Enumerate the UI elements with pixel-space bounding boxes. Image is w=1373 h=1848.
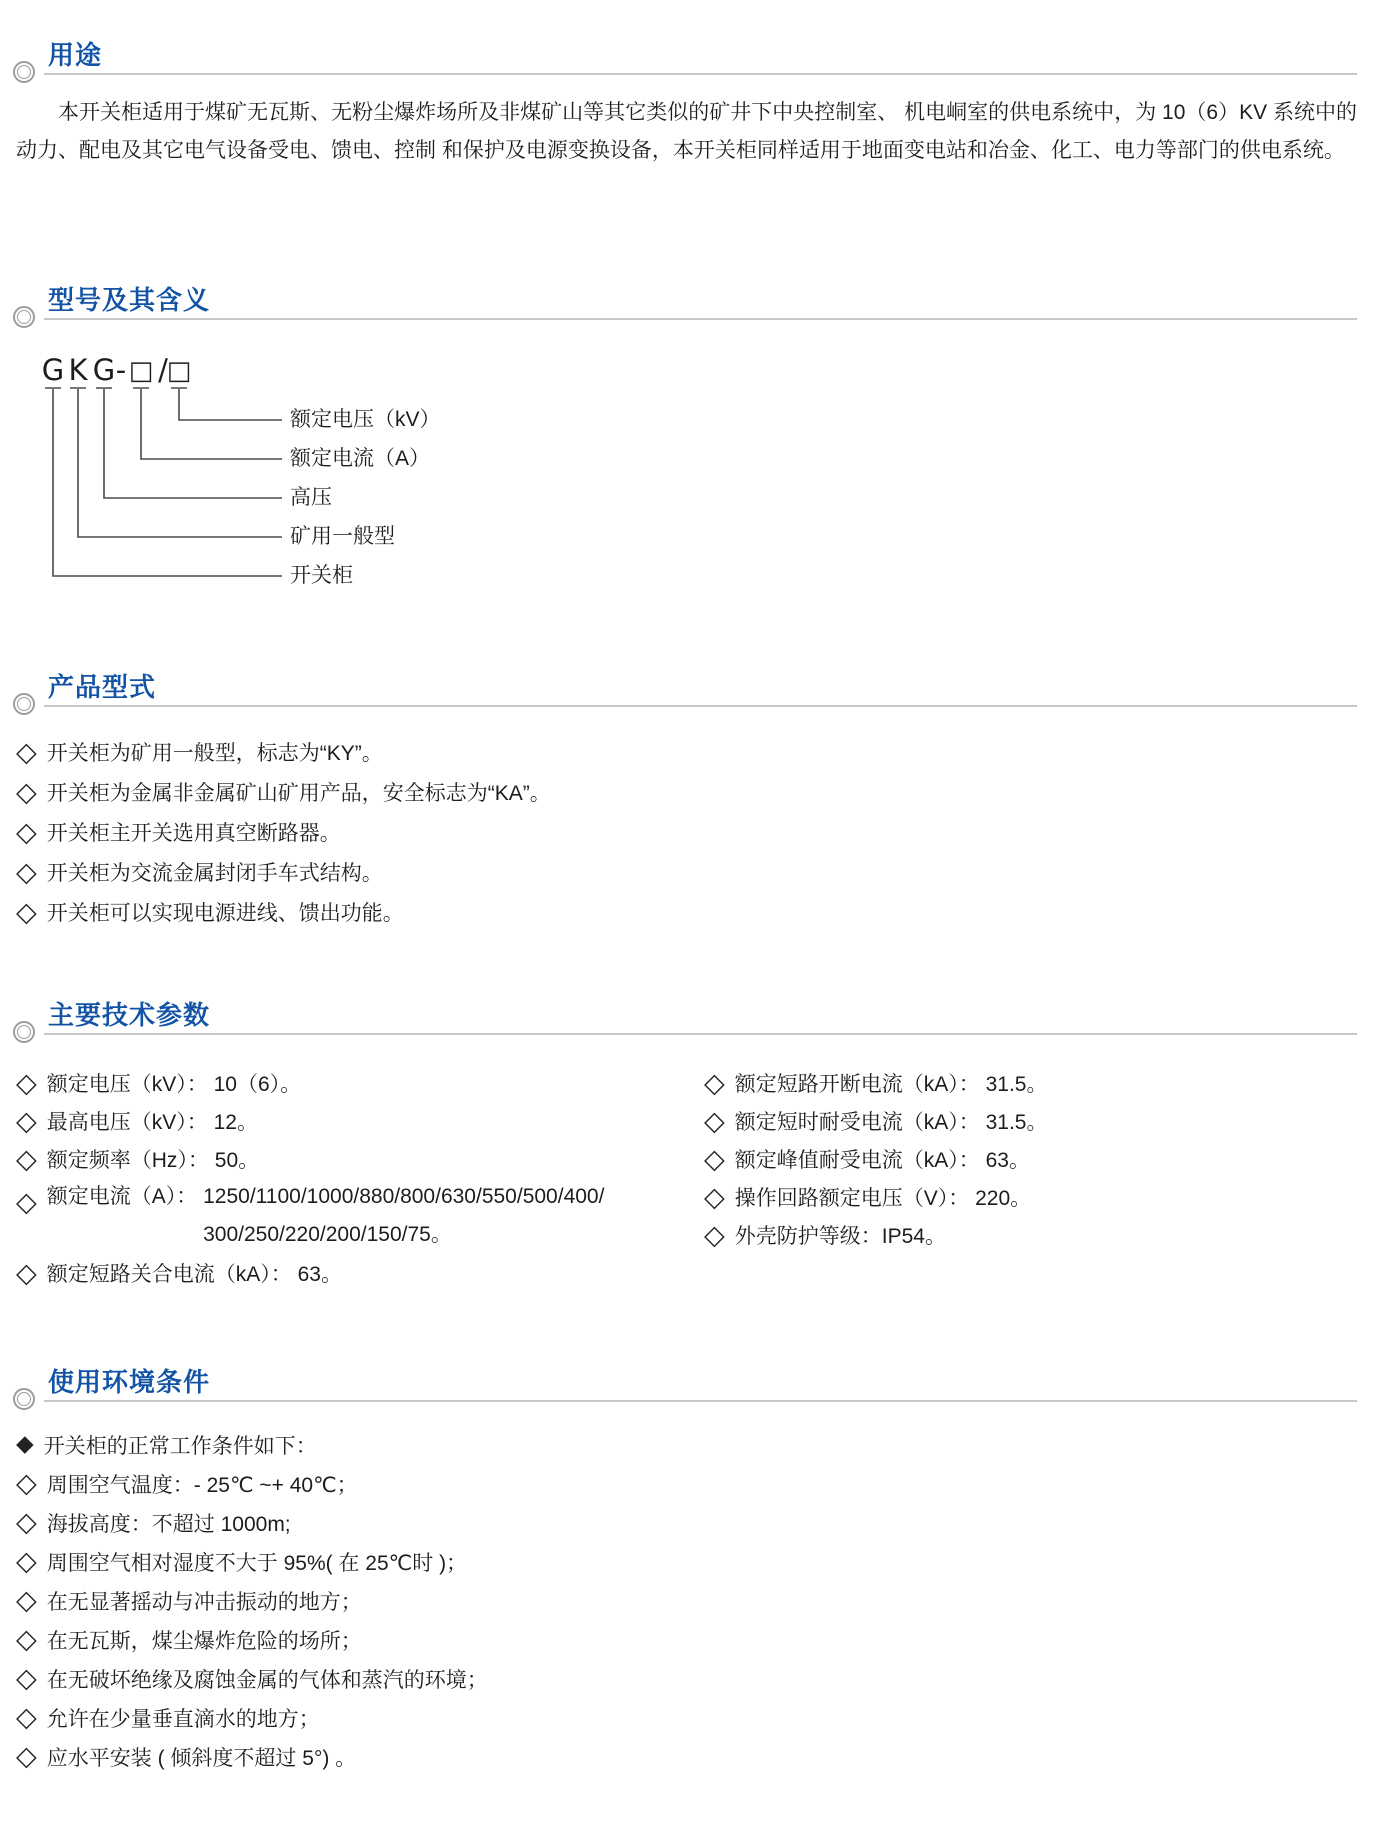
list-item-text: 开关柜的正常工作条件如下：: [43, 1434, 317, 1458]
diamond-icon: ◇: [16, 1143, 37, 1175]
list-item: [0, 812, 1373, 852]
list-item-text: 额定短路关合电流（kA）： 63。: [46, 1263, 342, 1286]
diamond-icon: ◇: [16, 776, 37, 808]
model-label-rated-voltage: 额定电压（kV）: [290, 408, 441, 431]
list-item-rated-current: [0, 1178, 688, 1254]
diamond-icon: ◇: [16, 1507, 37, 1538]
model-code-placeholder-box: □: [128, 356, 154, 386]
rated-current-values: [203, 1178, 604, 1254]
model-code-char: -: [115, 353, 127, 387]
model-code-char: G: [41, 353, 65, 387]
list-item-text: 在无显著摇动与冲击振动的地方；: [46, 1590, 362, 1614]
diamond-icon: ◇: [16, 1187, 37, 1218]
list-item-lead: [0, 1425, 1373, 1464]
rated-current-line2: 300/250/220/200/150/75。: [203, 1223, 452, 1246]
model-code-placeholder-box: □: [166, 356, 192, 386]
list-item-text: 额定电压（kV）： 10（6）。: [46, 1073, 302, 1096]
ring-bullet-icon: [13, 1388, 35, 1410]
product-type-list: [0, 732, 1373, 932]
diamond-icon: ◇: [16, 1067, 37, 1099]
tech-params-left-column: [0, 1064, 688, 1292]
diamond-icon: ◇: [704, 1143, 725, 1175]
diamond-icon: ◇: [16, 856, 37, 888]
list-item-text: 允许在少量垂直滴水的地方；: [46, 1707, 320, 1731]
diamond-icon: ◇: [16, 1468, 37, 1499]
ring-bullet-icon: [13, 61, 35, 83]
list-item: [688, 1102, 1373, 1140]
list-item-text: 在无破坏绝缘及腐蚀金属的气体和蒸汽的环境；: [46, 1668, 488, 1692]
list-item-text: 额定短时耐受电流（kA）： 31.5。: [734, 1111, 1048, 1134]
model-label-mine-general-type: 矿用一般型: [290, 525, 395, 548]
list-item: [0, 1542, 1373, 1581]
section-model-meaning: [0, 283, 1373, 595]
diamond-icon: ◇: [704, 1105, 725, 1137]
diamond-icon: ◇: [16, 1546, 37, 1577]
diamond-icon: ◇: [16, 1663, 37, 1694]
list-item-text: 开关柜为金属非金属矿山矿用产品，安全标志为“KA”。: [46, 782, 551, 805]
model-code-char: K: [68, 353, 88, 387]
list-item: [0, 772, 1373, 812]
section-header: [0, 670, 1373, 714]
section-tech-params: [0, 998, 1373, 1292]
list-item: [688, 1064, 1373, 1102]
list-item: [0, 732, 1373, 772]
section-header: [0, 998, 1373, 1042]
list-item-text: 开关柜为交流金属封闭手车式结构。: [46, 862, 383, 885]
diamond-icon: ◇: [16, 1585, 37, 1616]
list-item: [688, 1178, 1373, 1216]
section-header: [0, 1365, 1373, 1409]
section-rule: [44, 705, 1357, 707]
model-code-char: /: [158, 353, 168, 387]
list-item-text: 应水平安装 ( 倾斜度不超过 5°) 。: [46, 1746, 357, 1770]
section-rule: [44, 318, 1357, 320]
list-item-text: 开关柜为矿用一般型，标志为“KY”。: [46, 742, 383, 765]
section-header: [0, 38, 1373, 82]
section-title-tech-params: 主要技术参数: [48, 1000, 211, 1030]
model-code-diagram: [0, 355, 1373, 595]
section-rule: [44, 1400, 1357, 1402]
list-item: [0, 1581, 1373, 1620]
list-item-text: 周围空气温度：- 25℃ ~+ 40℃；: [46, 1473, 358, 1497]
diamond-icon: ◇: [16, 896, 37, 928]
section-title-environment: 使用环境条件: [48, 1367, 211, 1397]
diamond-filled-icon: ◆: [16, 1431, 34, 1457]
diamond-icon: ◇: [704, 1181, 725, 1213]
diamond-icon: ◇: [16, 1257, 37, 1289]
section-product-type: [0, 670, 1373, 932]
usage-paragraph: 本开关柜适用于煤矿无瓦斯、无粉尘爆炸场所及非煤矿山等其它类似的矿井下中央控制室、 机电峒室的供电系统中，为 10（6）KV 系统中的动力、配电及其它电气设备受电、馈电、控制 和保护及电源变换设备，本开关柜同样适用于地面变电站和冶金、化工、电力等部门的供电系统。: [16, 101, 1357, 162]
section-header: [0, 283, 1373, 327]
diamond-icon: ◇: [704, 1219, 725, 1251]
list-item: [0, 852, 1373, 892]
list-item: [688, 1140, 1373, 1178]
list-item: [0, 1254, 688, 1292]
section-rule: [44, 1033, 1357, 1035]
list-item-text: 最高电压（kV）： 12。: [46, 1111, 258, 1134]
list-item: [0, 1620, 1373, 1659]
list-item: [0, 1064, 688, 1102]
model-label-high-voltage: 高压: [290, 486, 332, 509]
ring-bullet-icon: [13, 1021, 35, 1043]
diamond-icon: ◇: [16, 816, 37, 848]
list-item-text: 在无瓦斯，煤尘爆炸危险的场所；: [46, 1629, 362, 1653]
model-diagram-lines: [0, 355, 700, 595]
rated-current-line1: 1250/1100/1000/880/800/630/550/500/400/: [203, 1185, 605, 1208]
diamond-icon: ◇: [704, 1067, 725, 1099]
section-usage: [0, 38, 1373, 170]
list-item: [0, 1503, 1373, 1542]
ring-bullet-icon: [13, 306, 35, 328]
list-item-text: 开关柜可以实现电源进线、馈出功能。: [46, 902, 404, 925]
diamond-icon: ◇: [16, 1624, 37, 1655]
diamond-icon: ◇: [16, 1702, 37, 1733]
list-item-text: 额定频率（Hz）： 50。: [46, 1149, 260, 1172]
section-title-product-type: 产品型式: [48, 672, 157, 702]
model-code-char: G: [92, 353, 116, 387]
list-item-text: 开关柜主开关选用真空断路器。: [46, 822, 341, 845]
model-label-rated-current: 额定电流（A）: [290, 447, 431, 470]
list-item: [0, 1102, 688, 1140]
list-item-text: 周围空气相对湿度不大于 95%( 在 25℃时 )；: [46, 1551, 468, 1575]
list-item: [688, 1216, 1373, 1254]
list-item-text: 操作回路额定电压（V）： 220。: [734, 1187, 1032, 1210]
list-item: [0, 1737, 1373, 1776]
model-label-switchgear: 开关柜: [290, 564, 353, 587]
diamond-icon: ◇: [16, 1741, 37, 1772]
section-rule: [44, 73, 1357, 75]
list-item-text: 外壳防护等级：IP54。: [734, 1225, 946, 1248]
diamond-icon: ◇: [16, 736, 37, 768]
tech-params-right-column: [688, 1064, 1373, 1292]
section-title-model: 型号及其含义: [48, 285, 211, 315]
section-environment: [0, 1365, 1373, 1776]
list-item: [0, 1698, 1373, 1737]
list-item: [0, 1140, 688, 1178]
rated-current-label: 额定电流（A）：: [46, 1185, 204, 1208]
list-item: [0, 892, 1373, 932]
list-item-text: 额定短路开断电流（kA）： 31.5。: [734, 1073, 1048, 1096]
list-item: [0, 1464, 1373, 1503]
ring-bullet-icon: [13, 693, 35, 715]
environment-list: [0, 1425, 1373, 1776]
tech-params-grid: [0, 1064, 1373, 1292]
list-item-text: 额定峰值耐受电流（kA）： 63。: [734, 1149, 1030, 1172]
diamond-icon: ◇: [16, 1105, 37, 1137]
list-item: [0, 1659, 1373, 1698]
list-item-text: 海拔高度：不超过 1000m;: [46, 1512, 291, 1536]
section-title-usage: 用途: [48, 40, 103, 70]
